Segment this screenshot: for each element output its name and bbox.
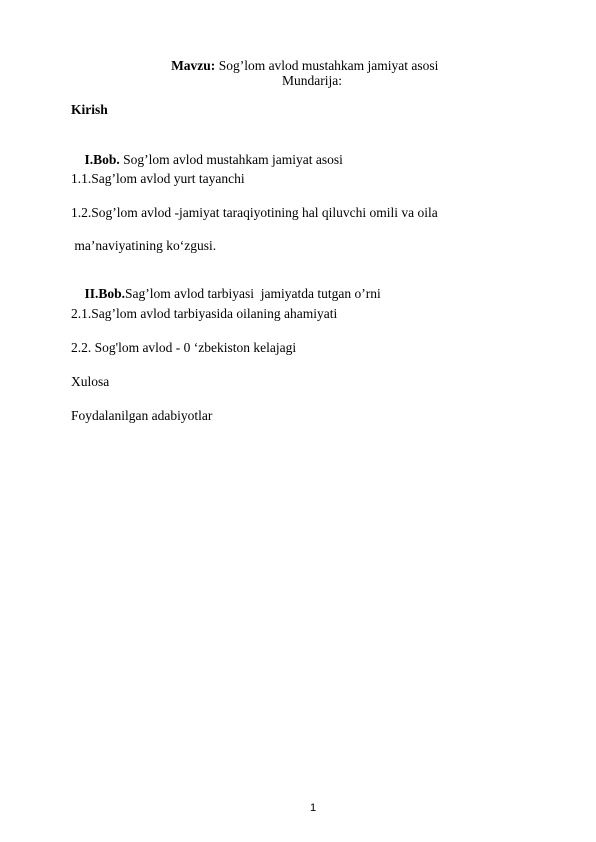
toc-item-section-2-2: 2.2. Sog'lom avlod - 0 ‘zbekiston kelajagi xyxy=(71,340,297,355)
title-prefix: Mavzu: xyxy=(171,58,216,73)
title-text: Sog’lom avlod mustahkam jamiyat asosi xyxy=(215,58,439,73)
toc-item-conclusion: Xulosa xyxy=(71,374,110,389)
page-number: 1 xyxy=(309,802,317,814)
toc-item-section-2-1: 2.1.Sag’lom avlod tarbiyasida oilaning ahamiyati xyxy=(71,306,338,321)
chapter1-prefix: I.Bob. xyxy=(84,152,120,167)
chapter2-text: Sag’lom avlod tarbiyasi jamiyatda tutgan o’rni xyxy=(125,286,381,301)
toc-item-section-1-2-line2: ma’naviyatining ko‘zgusi. xyxy=(71,238,217,253)
contents-heading: Mundarija: xyxy=(282,73,342,88)
chapter2-prefix: II.Bob. xyxy=(84,286,126,301)
toc-item-intro: Kirish xyxy=(71,102,108,117)
toc-item-references: Foydalanilgan adabiyotlar xyxy=(71,408,213,423)
toc-item-section-1-2-line1: 1.2.Sog’lom avlod -jamiyat taraqiyotining hal qiluvchi omili va oila xyxy=(71,205,438,220)
toc-item-section-1-1: 1.1.Sag’lom avlod yurt tayanchi xyxy=(71,171,245,186)
chapter1-text: Sog’lom avlod mustahkam jamiyat asosi xyxy=(119,152,343,167)
